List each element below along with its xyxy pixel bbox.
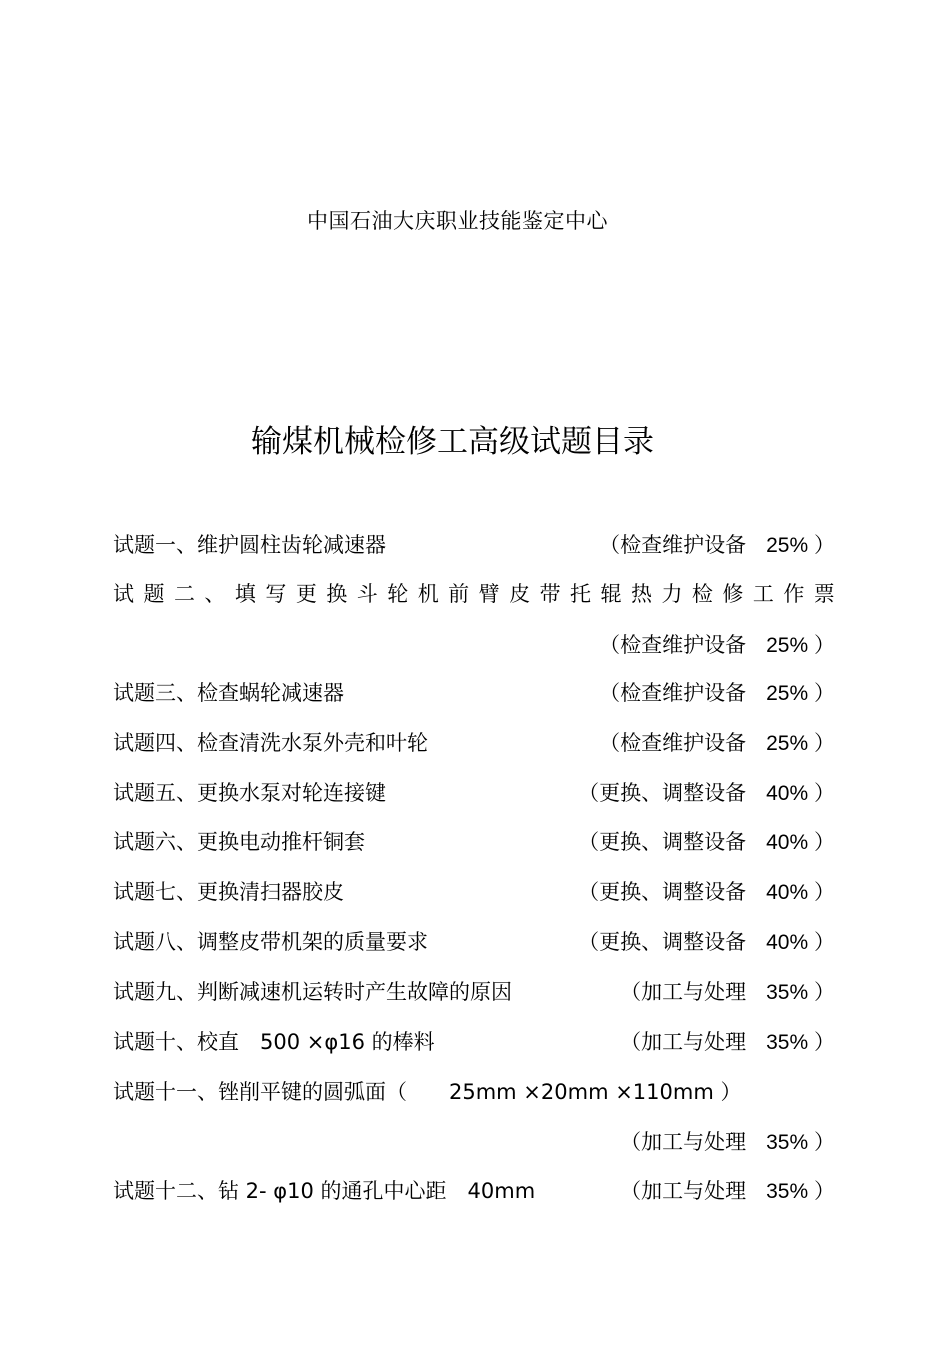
item-label: 试题三、检查蜗轮减速器 — [113, 681, 344, 705]
item-label: 试题六、更换电动推杆铜套 — [113, 830, 365, 854]
item-label: 试题七、更换清扫器胶皮 — [113, 880, 344, 904]
list-item — [113, 678, 835, 708]
item-category: （更换、调整设备 — [578, 930, 747, 954]
item-percent: 25% ） — [766, 634, 835, 657]
list-item — [113, 579, 835, 609]
item-label: 试题十、校直 500 ×φ16 的棒料 — [113, 1030, 435, 1054]
item-percent: 25% ） — [766, 682, 835, 705]
item-category: （更换、调整设备 — [578, 781, 747, 805]
list-item — [113, 1077, 835, 1107]
item-category: （检查维护设备 — [599, 533, 747, 557]
item-category: （加工与处理 — [620, 1130, 747, 1154]
item-category: （加工与处理 — [620, 1179, 747, 1203]
item-category: （检查维护设备 — [599, 731, 747, 755]
list-item-continuation — [113, 1127, 835, 1157]
item-percent: 35% ） — [766, 981, 835, 1004]
item-category: （加工与处理 — [620, 980, 747, 1004]
item-label: 试题十二、钻 2- φ10 的通孔中心距 40mm — [113, 1179, 536, 1203]
item-percent: 35% ） — [766, 1131, 835, 1154]
list-item — [113, 1027, 835, 1057]
item-percent: 35% ） — [766, 1180, 835, 1203]
list-item — [113, 977, 835, 1007]
item-percent: 35% ） — [766, 1031, 835, 1054]
item-percent: 25% ） — [766, 534, 835, 557]
item-percent: 25% ） — [766, 732, 835, 755]
item-label: 试题九、判断减速机运转时产生故障的原因 — [113, 980, 512, 1004]
list-item — [113, 1176, 835, 1206]
item-label: 试题五、更换水泵对轮连接键 — [113, 781, 386, 805]
item-percent: 40% ） — [766, 931, 835, 954]
list-item — [113, 530, 835, 560]
item-category: （加工与处理 — [620, 1030, 747, 1054]
item-category: （检查维护设备 — [599, 633, 747, 657]
list-item — [113, 827, 835, 857]
list-item — [113, 728, 835, 758]
list-item-continuation — [113, 630, 835, 660]
item-label: 试题八、调整皮带机架的质量要求 — [113, 930, 428, 954]
item-category: （更换、调整设备 — [578, 880, 747, 904]
item-label: 试题一、维护圆柱齿轮减速器 — [113, 533, 386, 557]
organization-name: 中国石油大庆职业技能鉴定中心 — [307, 209, 608, 233]
item-label: 试题四、检查清洗水泵外壳和叶轮 — [113, 731, 428, 755]
list-item — [113, 927, 835, 957]
item-label: 试题十一、锉削平键的圆弧面（ 25mm ×20mm ×110mm ） — [113, 1080, 742, 1104]
item-percent: 40% ） — [766, 881, 835, 904]
document-title: 输煤机械检修工高级试题目录 — [251, 424, 654, 460]
list-item — [113, 877, 835, 907]
item-category: （检查维护设备 — [599, 681, 747, 705]
item-percent: 40% ） — [766, 831, 835, 854]
list-item — [113, 778, 835, 808]
item-category: （更换、调整设备 — [578, 830, 747, 854]
item-label: 试 题 二 、 填 写 更 换 斗 轮 机 前 臂 皮 带 托 辊 热 力 检 修 工 作 票 — [113, 582, 835, 606]
item-percent: 40% ） — [766, 782, 835, 805]
